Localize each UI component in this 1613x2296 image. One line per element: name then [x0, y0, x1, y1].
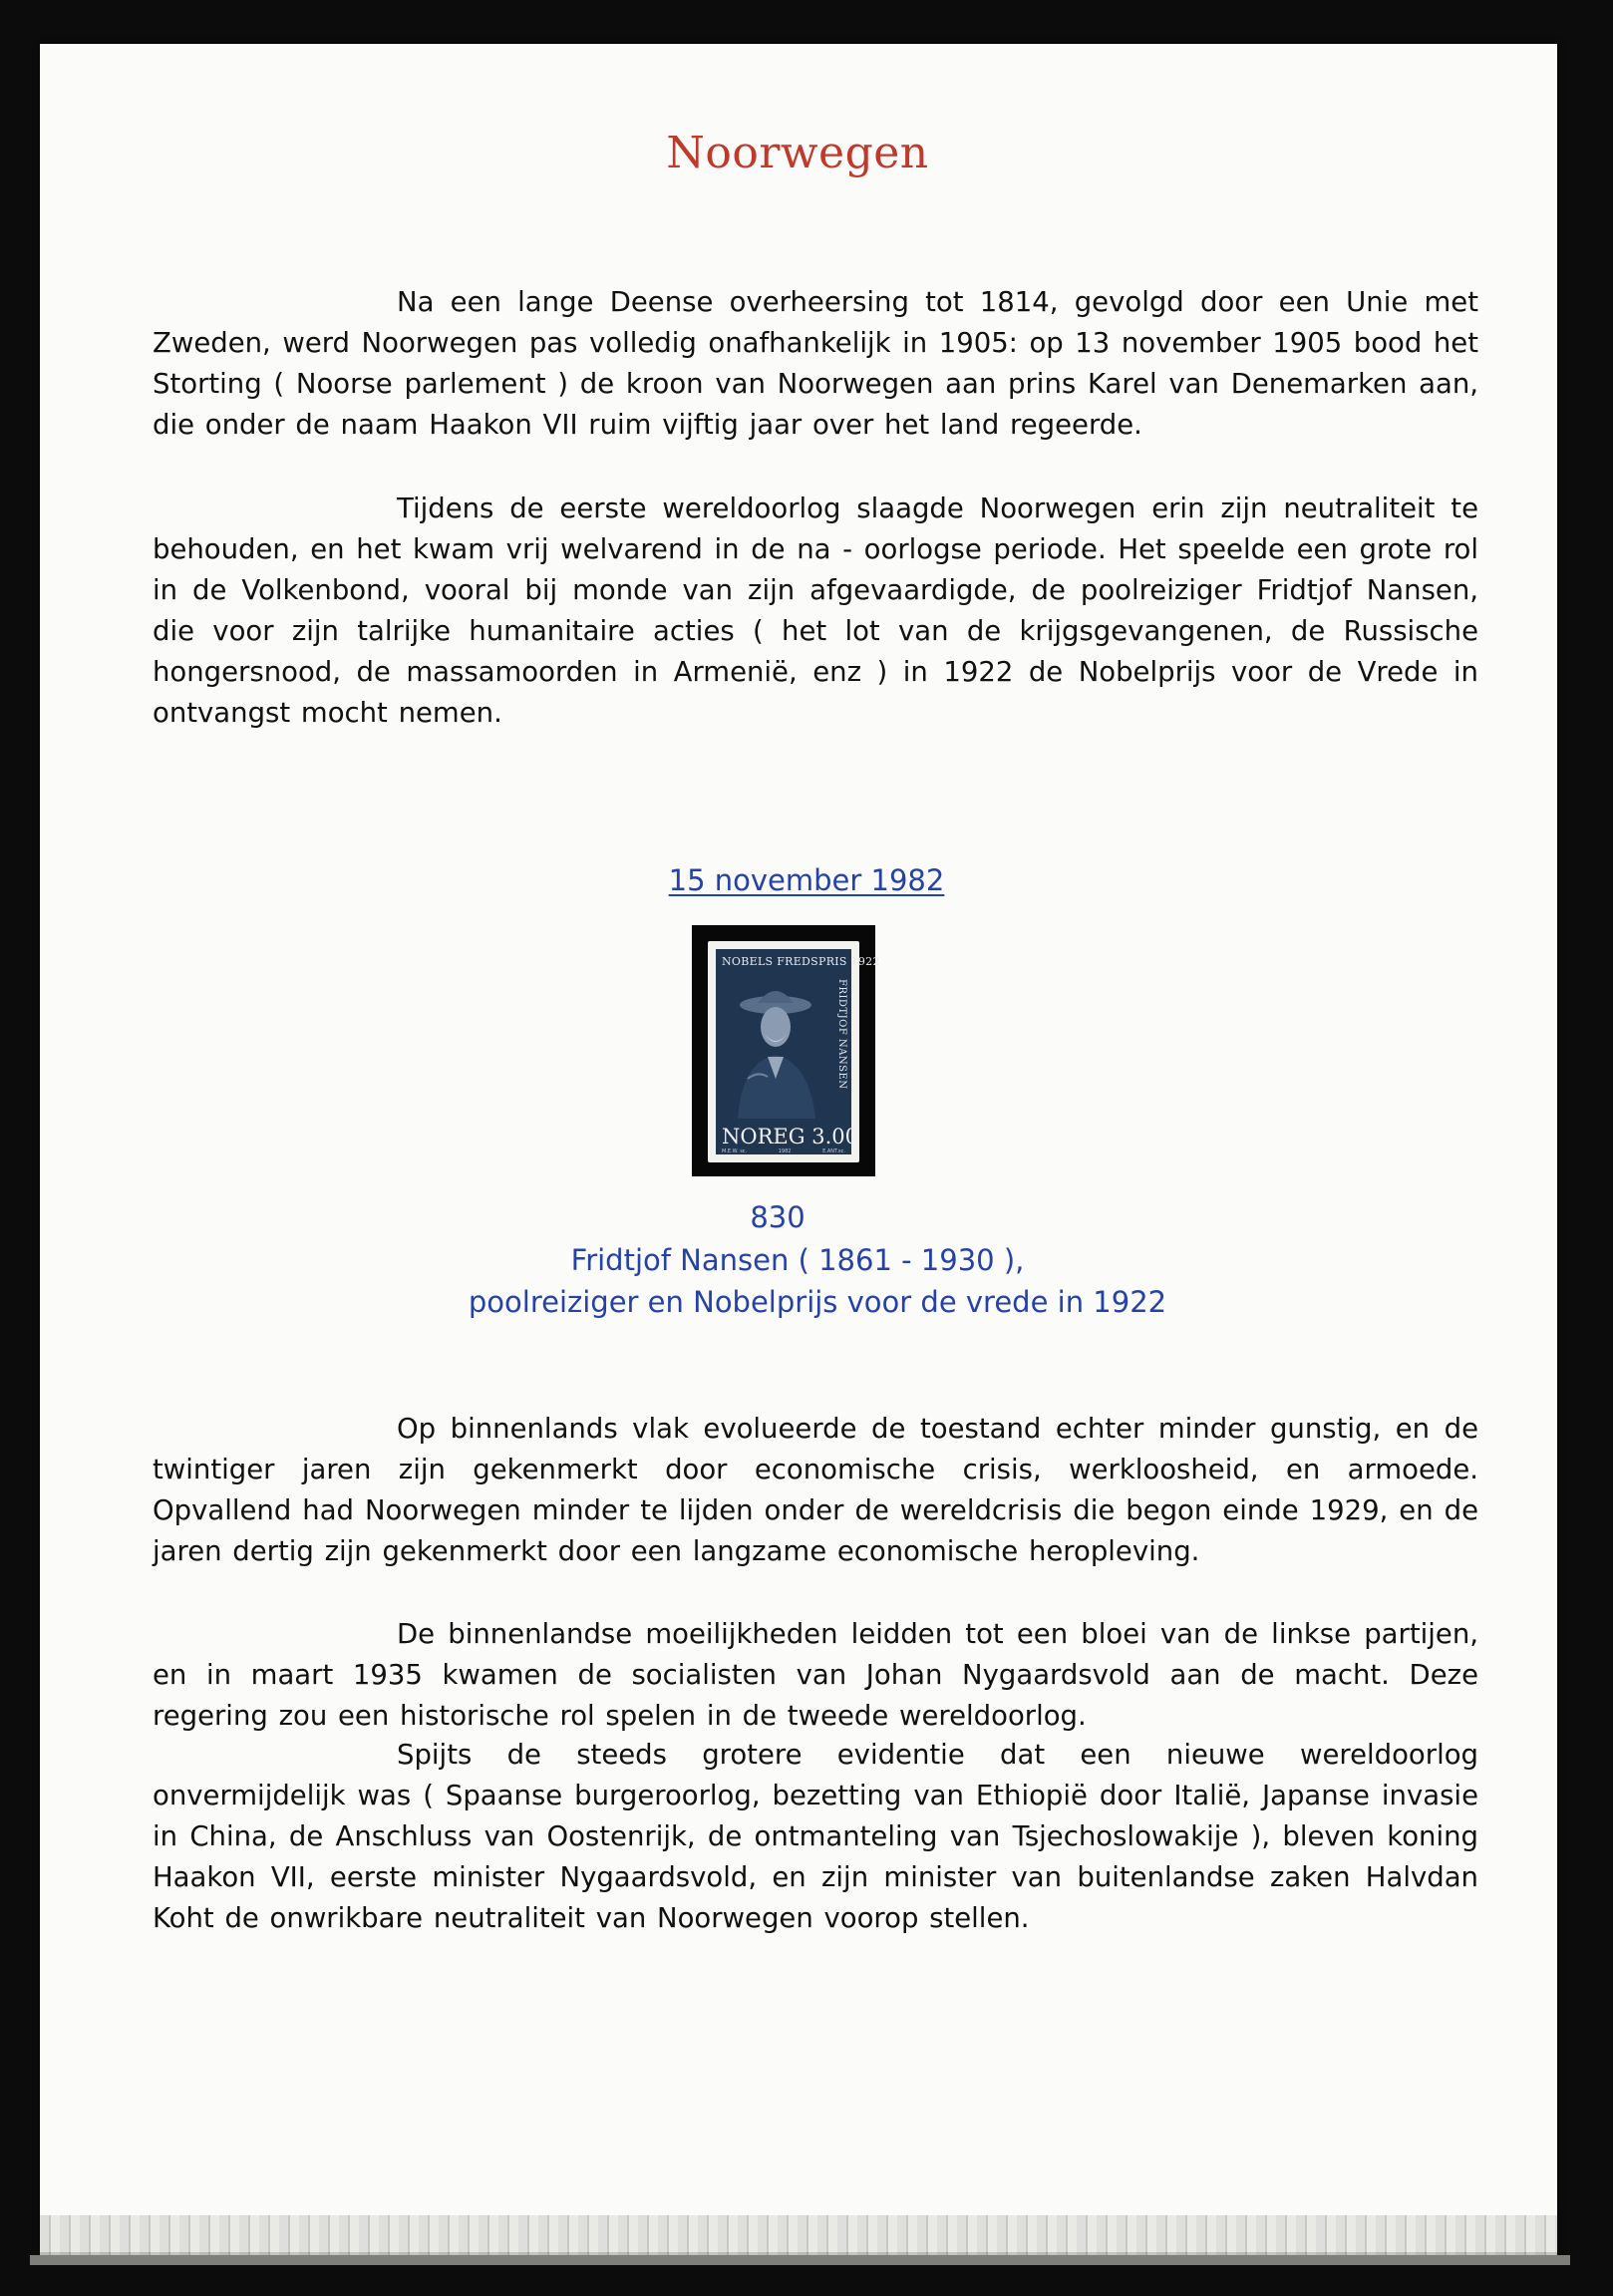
stamp-value: 3.00 — [811, 1125, 858, 1148]
stamp-imprint-right: E.ANT.sc. — [822, 1148, 845, 1154]
portrait-image — [728, 979, 831, 1119]
stamp-country: NOREG — [722, 1125, 806, 1148]
stamp-caption-line-1: Fridtjof Nansen ( 1861 - 1930 ), — [570, 1243, 1025, 1277]
paragraph-1-text: Na een lange Deense overheersing tot 1814, gevolgd door een Unie met Zweden, werd Noorwegen pas volledig onafhankelijk in 1905: op 13 november 1905 bood het Storting ( Noorse parlement ) de kroon van Noorwegen aan prins Karel van Denemarken aan, die onder de naam Haakon VII ruim vijftig jaar over het land regeerde. — [153, 286, 1478, 441]
stamp-top-text: NOBELS FREDSPRIS 1922 — [722, 955, 880, 968]
paragraph-4 — [153, 1614, 1478, 1737]
catalog-number: 830 — [750, 1200, 806, 1234]
page-title: Noorwegen — [666, 128, 929, 178]
stamp-imprint — [722, 1148, 845, 1154]
stamp-imprint-left: M.E.W. sc. — [722, 1148, 748, 1154]
stamp-imprint-year: 1982 — [778, 1148, 792, 1154]
binder-edge — [30, 2255, 1570, 2265]
paragraph-3 — [153, 1409, 1478, 1572]
stamp-side-text: FRIDTJOF NANSEN — [836, 979, 847, 1090]
paragraph-2-text: Tijdens de eerste wereldoorlog slaagde Noorwegen erin zijn neutraliteit te behouden, en het kwam vrij welvarend in de na - oorlogse periode. Het speelde een grote rol in de Volkenbond, vooral bij monde van zijn afgevaardigde, de poolreiziger Fridtjof Nansen, die voor zijn talrijke humanitaire acties ( het lot van de krijgsgevangenen, de Russische hongersnood, de massamoorden in Armenië, enz ) in 1922 de Nobelprijs voor de Vrede in ontvangst mocht nemen. — [153, 492, 1478, 729]
paragraph-3-text: Op binnenlands vlak evolueerde de toestand echter minder gunstig, en de twintiger jaren zijn gekenmerkt door economische crisis, werkloosheid, en armoede. Opvallend had Noorwegen minder te lijden onder de wereldcrisis die begon einde 1929, en de jaren dertig zijn gekenmerkt door een langzame economische heropleving. — [153, 1413, 1478, 1567]
stamp-caption-line-2: poolreiziger en Nobelprijs voor de vrede in 1922 — [468, 1285, 1167, 1319]
paragraph-2 — [153, 489, 1478, 734]
paragraph-5 — [153, 1735, 1478, 1939]
paragraph-4-text: De binnenlandse moeilijkheden leidden tot een bloei van de linkse partijen, en in maart 1935 kwamen de socialisten van Johan Nygaardsvold aan de macht. Deze regering zou een historische rol spelen in de tweede wereldoorlog. — [153, 1618, 1478, 1732]
page-protector-strip — [40, 2215, 1557, 2255]
stamp-issue-date: 15 november 1982 — [668, 863, 945, 897]
paragraph-1 — [153, 282, 1478, 446]
stamp — [708, 941, 880, 1162]
stamp-design — [716, 949, 880, 1154]
stamp-bottom-row — [722, 1125, 858, 1148]
paragraph-5-text: Spijts de steeds grotere evidentie dat een nieuwe wereldoorlog onvermijdelijk was ( Spaanse burgeroorlog, bezetting van Ethiopië door Italië, Japanse invasie in China, de Anschluss van Oostenrijk, de ontmanteling van Tsjechoslowakije ), bleven koning Haakon VII, eerste minister Nygaardsvold, en zijn minister van buitenlandse zaken Halvdan Koht de onwrikbare neutraliteit van Noorwegen voorop stellen. — [153, 1739, 1478, 1934]
